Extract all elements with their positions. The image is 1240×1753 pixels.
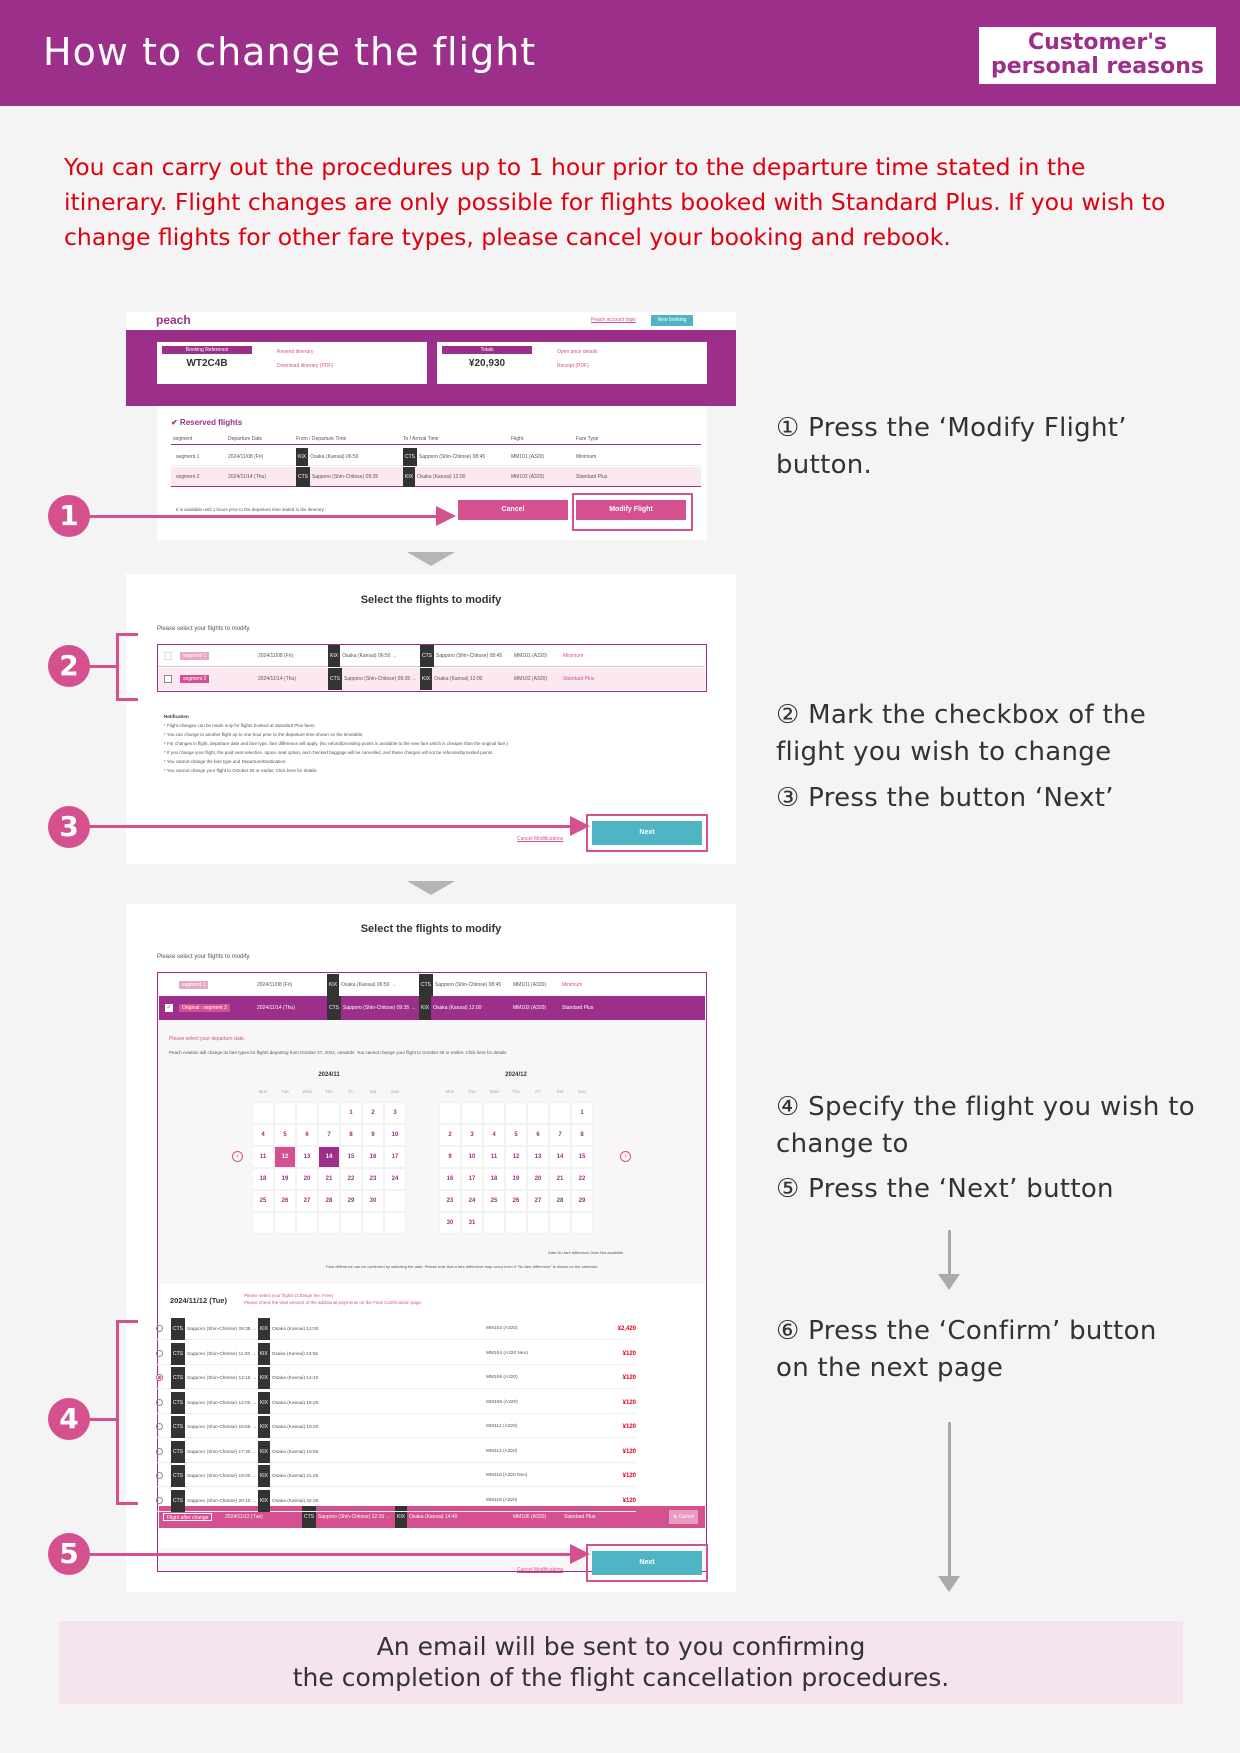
marker-2-bracket [116, 633, 138, 701]
calendar-day[interactable]: 10 [384, 1124, 406, 1146]
flight-option-from: Sapporo (Shin-Chitose) 14:00 → [187, 1400, 257, 1406]
calendar-day[interactable]: 11 [252, 1146, 274, 1168]
calendar-nov-label: 2024/11 [318, 1072, 340, 1078]
flight-option-radio[interactable] [156, 1423, 163, 1430]
step-arrow-line-2 [948, 1422, 951, 1582]
totals-label: Totals [442, 346, 532, 354]
segment-2-checkbox-checked[interactable]: ✓ [166, 1005, 172, 1011]
calendar-day[interactable]: 22 [340, 1168, 362, 1190]
calendar-day [296, 1102, 318, 1124]
segment-2-selected-row[interactable]: ✓ Original : segment 2 2024/11/14 (Thu) CTS Sapporo (Shin-Chitose) 09:35 → KIX Osaka (Kansai) 12:00 MM102 (A320) Standard Plus [159, 996, 705, 1020]
receipt-link[interactable]: Receipt (PDF) [557, 363, 589, 369]
calendar-day[interactable]: 19 [274, 1168, 296, 1190]
calendar-day[interactable]: 11 [483, 1146, 505, 1168]
segment-2-checkbox[interactable] [164, 675, 172, 683]
calendar-day[interactable]: 12 [274, 1146, 296, 1168]
calendar-next-icon[interactable]: › [620, 1151, 631, 1162]
page-title: How to change the flight [43, 30, 537, 74]
download-link[interactable]: Download itinerary (PDF) [277, 363, 334, 369]
calendar-day [527, 1212, 549, 1234]
flight-option-number: MM114 (A320) [486, 1448, 518, 1454]
calendar-day [483, 1102, 505, 1124]
flight-option-to: Osaka (Kansai) 16:25 [272, 1400, 319, 1406]
weekday-header: Sun [390, 1088, 399, 1094]
flight-option-from: Sapporo (Shin-Chitose) 16:55 → [187, 1425, 257, 1430]
calendar-day[interactable]: 9 [362, 1124, 384, 1146]
calendar-day[interactable]: 17 [461, 1168, 483, 1190]
calendar-day[interactable]: 3 [384, 1102, 406, 1124]
flight-option-row[interactable]: CTS Sapporo (Shin-Chitose) 16:55 → KIX Osaka (Kansai) 19:20 MM112 (A320) ¥120 [156, 1416, 636, 1438]
next-button-highlight [586, 814, 708, 852]
next-button-2-highlight [586, 1544, 708, 1582]
next-button[interactable]: Next [592, 821, 702, 845]
flight-after-change-bar: Flight after change 2024/11/12 (Tue) CTS Sapporo (Shin-Chitose) 12:15 → KIX Osaka (Kansai) 14:40 MM106 (A320) Standard Plus ⊗ Cancel [159, 1506, 705, 1528]
flight-option-price: ¥120 [622, 1497, 636, 1504]
calendar-day [505, 1212, 527, 1234]
flight-option-row[interactable]: CTS Sapporo (Shin-Chitose) 20:10 → KIX Osaka (Kansai) 22:35 MM118 (A320) ¥120 [156, 1490, 636, 1512]
calendar-day[interactable]: 13 [527, 1146, 549, 1168]
flight-option-row[interactable]: CTS Sapporo (Shin-Chitose) 12:15 → KIX Osaka (Kansai) 14:40 MM106 (A320) ¥120 [156, 1367, 636, 1389]
flight-option-radio[interactable] [156, 1472, 163, 1479]
calendar-day [318, 1102, 340, 1124]
flight-option-number: MM104 (A320 Neo) [486, 1350, 528, 1356]
weekday-header: Wed [489, 1088, 499, 1094]
flight-option-row[interactable]: CTS Sapporo (Shin-Chitose) 14:00 → KIX Osaka (Kansai) 16:25 MM108 (A320) ¥120 [156, 1392, 636, 1414]
weekday-header: Sat [556, 1088, 564, 1094]
flight-option-radio[interactable] [156, 1325, 163, 1332]
specify-subtitle: Please select your flights to modify. [157, 954, 251, 960]
flights-table-header: segment Departure Date From / Departure Time To / Arrival Time Flight Fare Type [171, 436, 701, 445]
flight-option-price: ¥120 [622, 1350, 636, 1357]
cancel-modifications-link[interactable]: Cancel Modifications [517, 836, 564, 842]
flight-option-radio[interactable] [156, 1448, 163, 1455]
calendar-day[interactable]: 21 [549, 1168, 571, 1190]
calendar-day[interactable]: 2 [439, 1124, 461, 1146]
calendar-day [461, 1102, 483, 1124]
calendar-day[interactable]: 4 [252, 1124, 274, 1146]
flight-option-radio[interactable] [156, 1497, 163, 1504]
flight-row-1: segment 1 2024/11/08 (Fri) KIX Osaka (Kansai) 06:50 CTS Sapporo (Shin-Chitose) 08:45 MM101 (A320) Minimum [171, 448, 701, 466]
marker-5-arrowhead [570, 1544, 590, 1564]
flight-option-from: Sapporo (Shin-Chitose) 09:35 → [187, 1327, 257, 1332]
calendar-day [252, 1102, 274, 1124]
calendar-day[interactable]: 27 [296, 1190, 318, 1212]
calendar-day[interactable]: 13 [296, 1146, 318, 1168]
flight-option-number: MM106 (A320) [486, 1375, 518, 1380]
weekday-header: Tue [281, 1088, 289, 1094]
weekday-header: Thu [325, 1088, 333, 1094]
marker-1-arrowhead [436, 506, 456, 526]
reserved-flights-heading: ✔ Reserved flights [171, 418, 243, 427]
calendar-day[interactable]: 27 [527, 1190, 549, 1212]
booking-ref-label: Booking Reference [162, 346, 252, 354]
calendar-day[interactable]: 15 [571, 1146, 593, 1168]
flight-option-from: Sapporo (Shin-Chitose) 11:30 → [187, 1351, 257, 1357]
open-price-link[interactable]: Open price details [557, 349, 598, 355]
step-6: ⑥ Press the ‘Confirm’ button on the next page [776, 1316, 1157, 1383]
flight-option-number: MM108 (A320) [486, 1399, 518, 1405]
flight-option-price: ¥120 [622, 1399, 636, 1406]
weekday-header: Fri [535, 1088, 541, 1094]
calendar-day[interactable]: 2 [362, 1102, 384, 1124]
calendar-legend: Date No fare difference Date Not available [548, 1250, 624, 1255]
calendar-day[interactable]: 25 [252, 1190, 274, 1212]
calendar-day[interactable]: 16 [362, 1146, 384, 1168]
calendar-december[interactable] [439, 1080, 593, 1234]
flight-option-number: MM116 (A320 Neo) [486, 1473, 528, 1478]
step-2: ② Mark the checkbox of the flight you wish to change [776, 700, 1147, 767]
calendar-day[interactable]: 16 [439, 1168, 461, 1190]
flight-option-to: Osaka (Kansai) 14:40 [272, 1376, 319, 1381]
calendar-day[interactable]: 18 [483, 1168, 505, 1190]
calendar-day [483, 1212, 505, 1234]
marker-2: 2 [48, 645, 90, 687]
calendar-day[interactable]: 23 [362, 1168, 384, 1190]
calendar-day[interactable]: 20 [527, 1168, 549, 1190]
weekday-header: Tue [468, 1088, 476, 1094]
specify-title: Select the flights to modify [360, 923, 502, 935]
segment-list [157, 644, 707, 692]
screenshot-booking [126, 312, 736, 540]
weekday-header: Wed [302, 1088, 312, 1094]
flight-option-price: ¥120 [622, 1473, 636, 1479]
calendar-day[interactable]: 24 [384, 1168, 406, 1190]
calendar-day[interactable]: 1 [340, 1102, 362, 1124]
new-booking-button[interactable]: New booking [651, 315, 693, 326]
calendar-prev-icon[interactable]: ‹ [232, 1151, 243, 1162]
marker-3-arrowhead [570, 816, 590, 836]
calendar-day [318, 1212, 340, 1234]
flight-option-to: Osaka (Kansai) 22:35 [272, 1498, 319, 1504]
calendar-day [296, 1212, 318, 1234]
calendar-day [384, 1212, 406, 1234]
step-3: ③ Press the button ‘Next’ [776, 783, 1114, 813]
calendar-day[interactable]: 14 [549, 1146, 571, 1168]
calendar-day [384, 1190, 406, 1212]
weekday-header: Fri [348, 1088, 354, 1094]
calendar-day[interactable]: 31 [461, 1212, 483, 1234]
step-arrow-head-1 [938, 1274, 960, 1290]
calendar-day[interactable]: 26 [505, 1190, 527, 1212]
segment-row-1: segment 1 2024/11/08 (Fri) KIX Osaka (Kansai) 06:50 → CTS Sapporo (Shin-Chitose) 08:45 MM101 (A320) Minimum [158, 645, 705, 667]
flight-option-to: Osaka (Kansai) 13:55 [271, 1351, 319, 1357]
booking-ref-value: WT2C4B [186, 358, 228, 369]
step-4: ④ Specify the flight you wish to change to [776, 1092, 1195, 1159]
account-link[interactable]: Peach account login [591, 317, 637, 323]
marker-4-line [88, 1418, 118, 1421]
day-hint-1: Please select your flights (Change fee: Free) [244, 1293, 334, 1298]
calendar-day[interactable]: 8 [340, 1124, 362, 1146]
calendar-day[interactable]: 28 [549, 1190, 571, 1212]
flight-option-radio[interactable] [156, 1374, 163, 1381]
date-note: Peach Aviation will change its fare types for flights departing from October 27, 2024, onwards. You cannot change your flight to October 26 or earlier. Click here for details [169, 1050, 507, 1055]
calendar-day [549, 1212, 571, 1234]
flow-arrow-2 [407, 881, 455, 895]
peach-logo: peach [156, 313, 191, 327]
calendar-day[interactable]: 6 [296, 1124, 318, 1146]
notice-text: You can carry out the procedures up to 1 hour prior to the departure time stated in the itinerary. Flight changes are only possible for flights booked with Standard Plus. If you wish to change flights for other fare types, please cancel your booking and rebook. [64, 153, 1166, 251]
calendar-day[interactable]: 18 [252, 1168, 274, 1190]
marker-5: 5 [48, 1533, 90, 1575]
flight-option-from: Sapporo (Shin-Chitose) 12:15 → [187, 1376, 257, 1381]
calendar-dec-label: 2024/12 [505, 1072, 527, 1078]
flight-option-radio[interactable] [156, 1399, 163, 1406]
screenshot-specify-flight [126, 904, 736, 1592]
marker-1: 1 [48, 495, 90, 537]
weekday-header: Mon [258, 1088, 268, 1094]
calendar-day[interactable]: 5 [274, 1124, 296, 1146]
marker-4-bracket [116, 1320, 138, 1505]
weekday-header: Mon [445, 1088, 455, 1094]
weekday-header: Sat [369, 1088, 377, 1094]
next-button-2[interactable]: Next [592, 1551, 702, 1575]
marker-1-line [88, 515, 438, 518]
calendar-day[interactable]: 7 [549, 1124, 571, 1146]
calendar-day[interactable]: 22 [571, 1168, 593, 1190]
weekday-header: Thu [512, 1088, 520, 1094]
flight-option-price: ¥120 [622, 1424, 636, 1430]
calendar-day [274, 1212, 296, 1234]
select-title: Select the flights to modify [360, 594, 502, 606]
page-header [0, 0, 1240, 106]
calendar-day [340, 1212, 362, 1234]
calendar-november[interactable] [252, 1080, 406, 1234]
flight-option-row[interactable]: CTS Sapporo (Shin-Chitose) 09:35 → KIX Osaka (Kansai) 12:00 MM102 (A320) ¥2,420 [156, 1318, 636, 1340]
marker-2-line [88, 665, 118, 668]
segment-row-2[interactable]: segment 2 2024/11/14 (Thu) CTS Sapporo (Shin-Chitose) 09:35 → KIX Osaka (Kansai) 12:00 MM102 (A320) Standard Plus [158, 668, 705, 690]
marker-4: 4 [48, 1398, 90, 1440]
availability-note: It is available until 1 hours prior to the departure time stated in the itinerary. [176, 507, 325, 512]
step-arrow-line-1 [948, 1230, 951, 1280]
badge-line-2: personal reasons [990, 54, 1205, 79]
flight-option-number: MM102 (A320) [486, 1326, 518, 1331]
select-subtitle: Please select your flights to modify. [157, 626, 251, 632]
calendar-day[interactable]: 30 [439, 1212, 461, 1234]
flight-option-price: ¥120 [622, 1448, 636, 1455]
calendar-day[interactable]: 5 [505, 1124, 527, 1146]
flight-option-from: Sapporo (Shin-Chitose) 19:00 → [187, 1474, 257, 1479]
calendar-day[interactable]: 8 [571, 1124, 593, 1146]
calendar-day[interactable]: 20 [296, 1168, 318, 1190]
segment-1-row: segment 1 2024/11/08 (Fri) KIX Osaka (Kansai) 06:50 → CTS Sapporo (Shin-Chitose) 08:45 MM101 (A320) Minimum [159, 974, 705, 996]
calendar-day[interactable]: 6 [527, 1124, 549, 1146]
calendar-day [439, 1102, 461, 1124]
calendar-day[interactable]: 7 [318, 1124, 340, 1146]
calendar-day [549, 1102, 571, 1124]
calendar-day[interactable]: 14 [318, 1146, 340, 1168]
calendar-day[interactable]: 29 [571, 1190, 593, 1212]
flow-arrow-1 [407, 552, 455, 566]
marker-3-line [88, 825, 572, 828]
date-prompt: Please select your departure date. [169, 1036, 246, 1042]
flight-option-from: Sapporo (Shin-Chitose) 20:10 → [187, 1498, 257, 1504]
badge-line-1: Customer's [1027, 30, 1168, 55]
notification-block: Notification * Flight changes can be made only for flights booked at Standard Plus fares. * You can change to another flight up to one hour prior to the departure time shown on the timetable. * For changes in flight, departure date and fare type, fare difference will apply. (No refund/providing points is available to the new fare which is cheaper than the original fare.) * If you change your flight, the paid seat selection, space seat option, and checked baggage will be cancelled, and these charges will not be refunded/provided points. * You cannot change the fare type and Departure/Destination. * You cannot change your flight to October 26 or earlier. Click here for details [164, 714, 509, 773]
flight-option-price: ¥120 [622, 1375, 636, 1381]
flight-option-to: Osaka (Kansai) 19:55 [272, 1449, 319, 1455]
flight-option-row[interactable]: CTS Sapporo (Shin-Chitose) 11:30 → KIX Osaka (Kansai) 13:55 MM104 (A320 Neo) ¥120 [156, 1343, 636, 1365]
after-cancel-button[interactable]: ⊗ Cancel [669, 1510, 698, 1524]
modify-flight-button[interactable]: Modify Flight [576, 500, 686, 520]
flight-option-from: Sapporo (Shin-Chitose) 17:30 → [187, 1449, 257, 1455]
calendar-day [274, 1102, 296, 1124]
reason-badge [979, 27, 1216, 84]
day-title: 2024/11/12 (Tue) [170, 1296, 227, 1305]
calendar-day[interactable]: 15 [340, 1146, 362, 1168]
calendar-day[interactable]: 24 [461, 1190, 483, 1212]
calendar-day [571, 1212, 593, 1234]
calendar-day[interactable]: 29 [340, 1190, 362, 1212]
total-value: ¥20,930 [468, 358, 506, 369]
calendar-day[interactable]: 12 [505, 1146, 527, 1168]
flight-option-row[interactable]: CTS Sapporo (Shin-Chitose) 19:00 → KIX Osaka (Kansai) 21:25 MM116 (A320 Neo) ¥120 [156, 1465, 636, 1487]
calendar-day[interactable]: 30 [362, 1190, 384, 1212]
flight-option-to: Osaka (Kansai) 19:20 [272, 1425, 319, 1430]
calendar-day[interactable]: 1 [571, 1102, 593, 1124]
calendar-day [527, 1102, 549, 1124]
calendar-day[interactable]: 3 [461, 1124, 483, 1146]
cancel-modifications-link-2[interactable]: Cancel Modifications [517, 1567, 564, 1573]
flight-option-radio[interactable] [156, 1350, 163, 1357]
flight-option-price: ¥2,420 [617, 1326, 636, 1332]
flight-option-to: Osaka (Kansai) 12:00 [272, 1327, 319, 1332]
banner-line-2: the completion of the flight cancellation procedures. [292, 1663, 950, 1692]
flight-row-2: segment 2 2024/11/14 (Thu) CTS Sapporo (Shin-Chitose) 09:35 KIX Osaka (Kansai) 12:00 MM102 (A320) Standard Plus [171, 467, 701, 487]
calendar-day[interactable]: 21 [318, 1168, 340, 1190]
step-1: ① Press the ‘Modify Flight’ button. [776, 413, 1127, 480]
calendar-day[interactable]: 9 [439, 1146, 461, 1168]
calendar-day[interactable]: 26 [274, 1190, 296, 1212]
cancel-button[interactable]: Cancel [458, 500, 568, 520]
flight-option-to: Osaka (Kansai) 21:25 [272, 1474, 319, 1479]
calendar-day[interactable]: 19 [505, 1168, 527, 1190]
completion-banner [59, 1621, 1183, 1704]
calendar-day[interactable]: 23 [439, 1190, 461, 1212]
flight-option-row[interactable]: CTS Sapporo (Shin-Chitose) 17:30 → KIX Osaka (Kansai) 19:55 MM114 (A320) ¥120 [156, 1441, 636, 1463]
resend-link[interactable]: Resend itinerary [277, 349, 314, 355]
calendar-day [505, 1102, 527, 1124]
step-5: ⑤ Press the ‘Next’ button [776, 1174, 1114, 1204]
marker-3: 3 [48, 806, 90, 848]
calendar-day[interactable]: 10 [461, 1146, 483, 1168]
calendar-day[interactable]: 28 [318, 1190, 340, 1212]
flight-option-number: MM112 (A320) [486, 1424, 518, 1429]
banner-line-1: An email will be sent to you confirming [376, 1632, 866, 1661]
screenshot-select-flights [126, 574, 736, 864]
calendar-day [252, 1212, 274, 1234]
modify-flight-highlight [572, 493, 693, 531]
calendar-day[interactable]: 17 [384, 1146, 406, 1168]
calendar-day [362, 1212, 384, 1234]
calendar-legend-note: Fare difference can be confirmed by selecting the date. Please note that a fare difference may occur even if "No fare difference" is shown on the calendar. [326, 1264, 598, 1269]
step-arrow-head-2 [938, 1576, 960, 1592]
marker-5-line [88, 1553, 572, 1556]
weekday-header: Sun [577, 1088, 586, 1094]
calendar-day[interactable]: 25 [483, 1190, 505, 1212]
flight-option-number: MM118 (A320) [486, 1497, 518, 1503]
calendar-day[interactable]: 4 [483, 1124, 505, 1146]
day-hint-2: Please check the total amount of the additional payments on the Final Confirmation page. [244, 1300, 423, 1305]
